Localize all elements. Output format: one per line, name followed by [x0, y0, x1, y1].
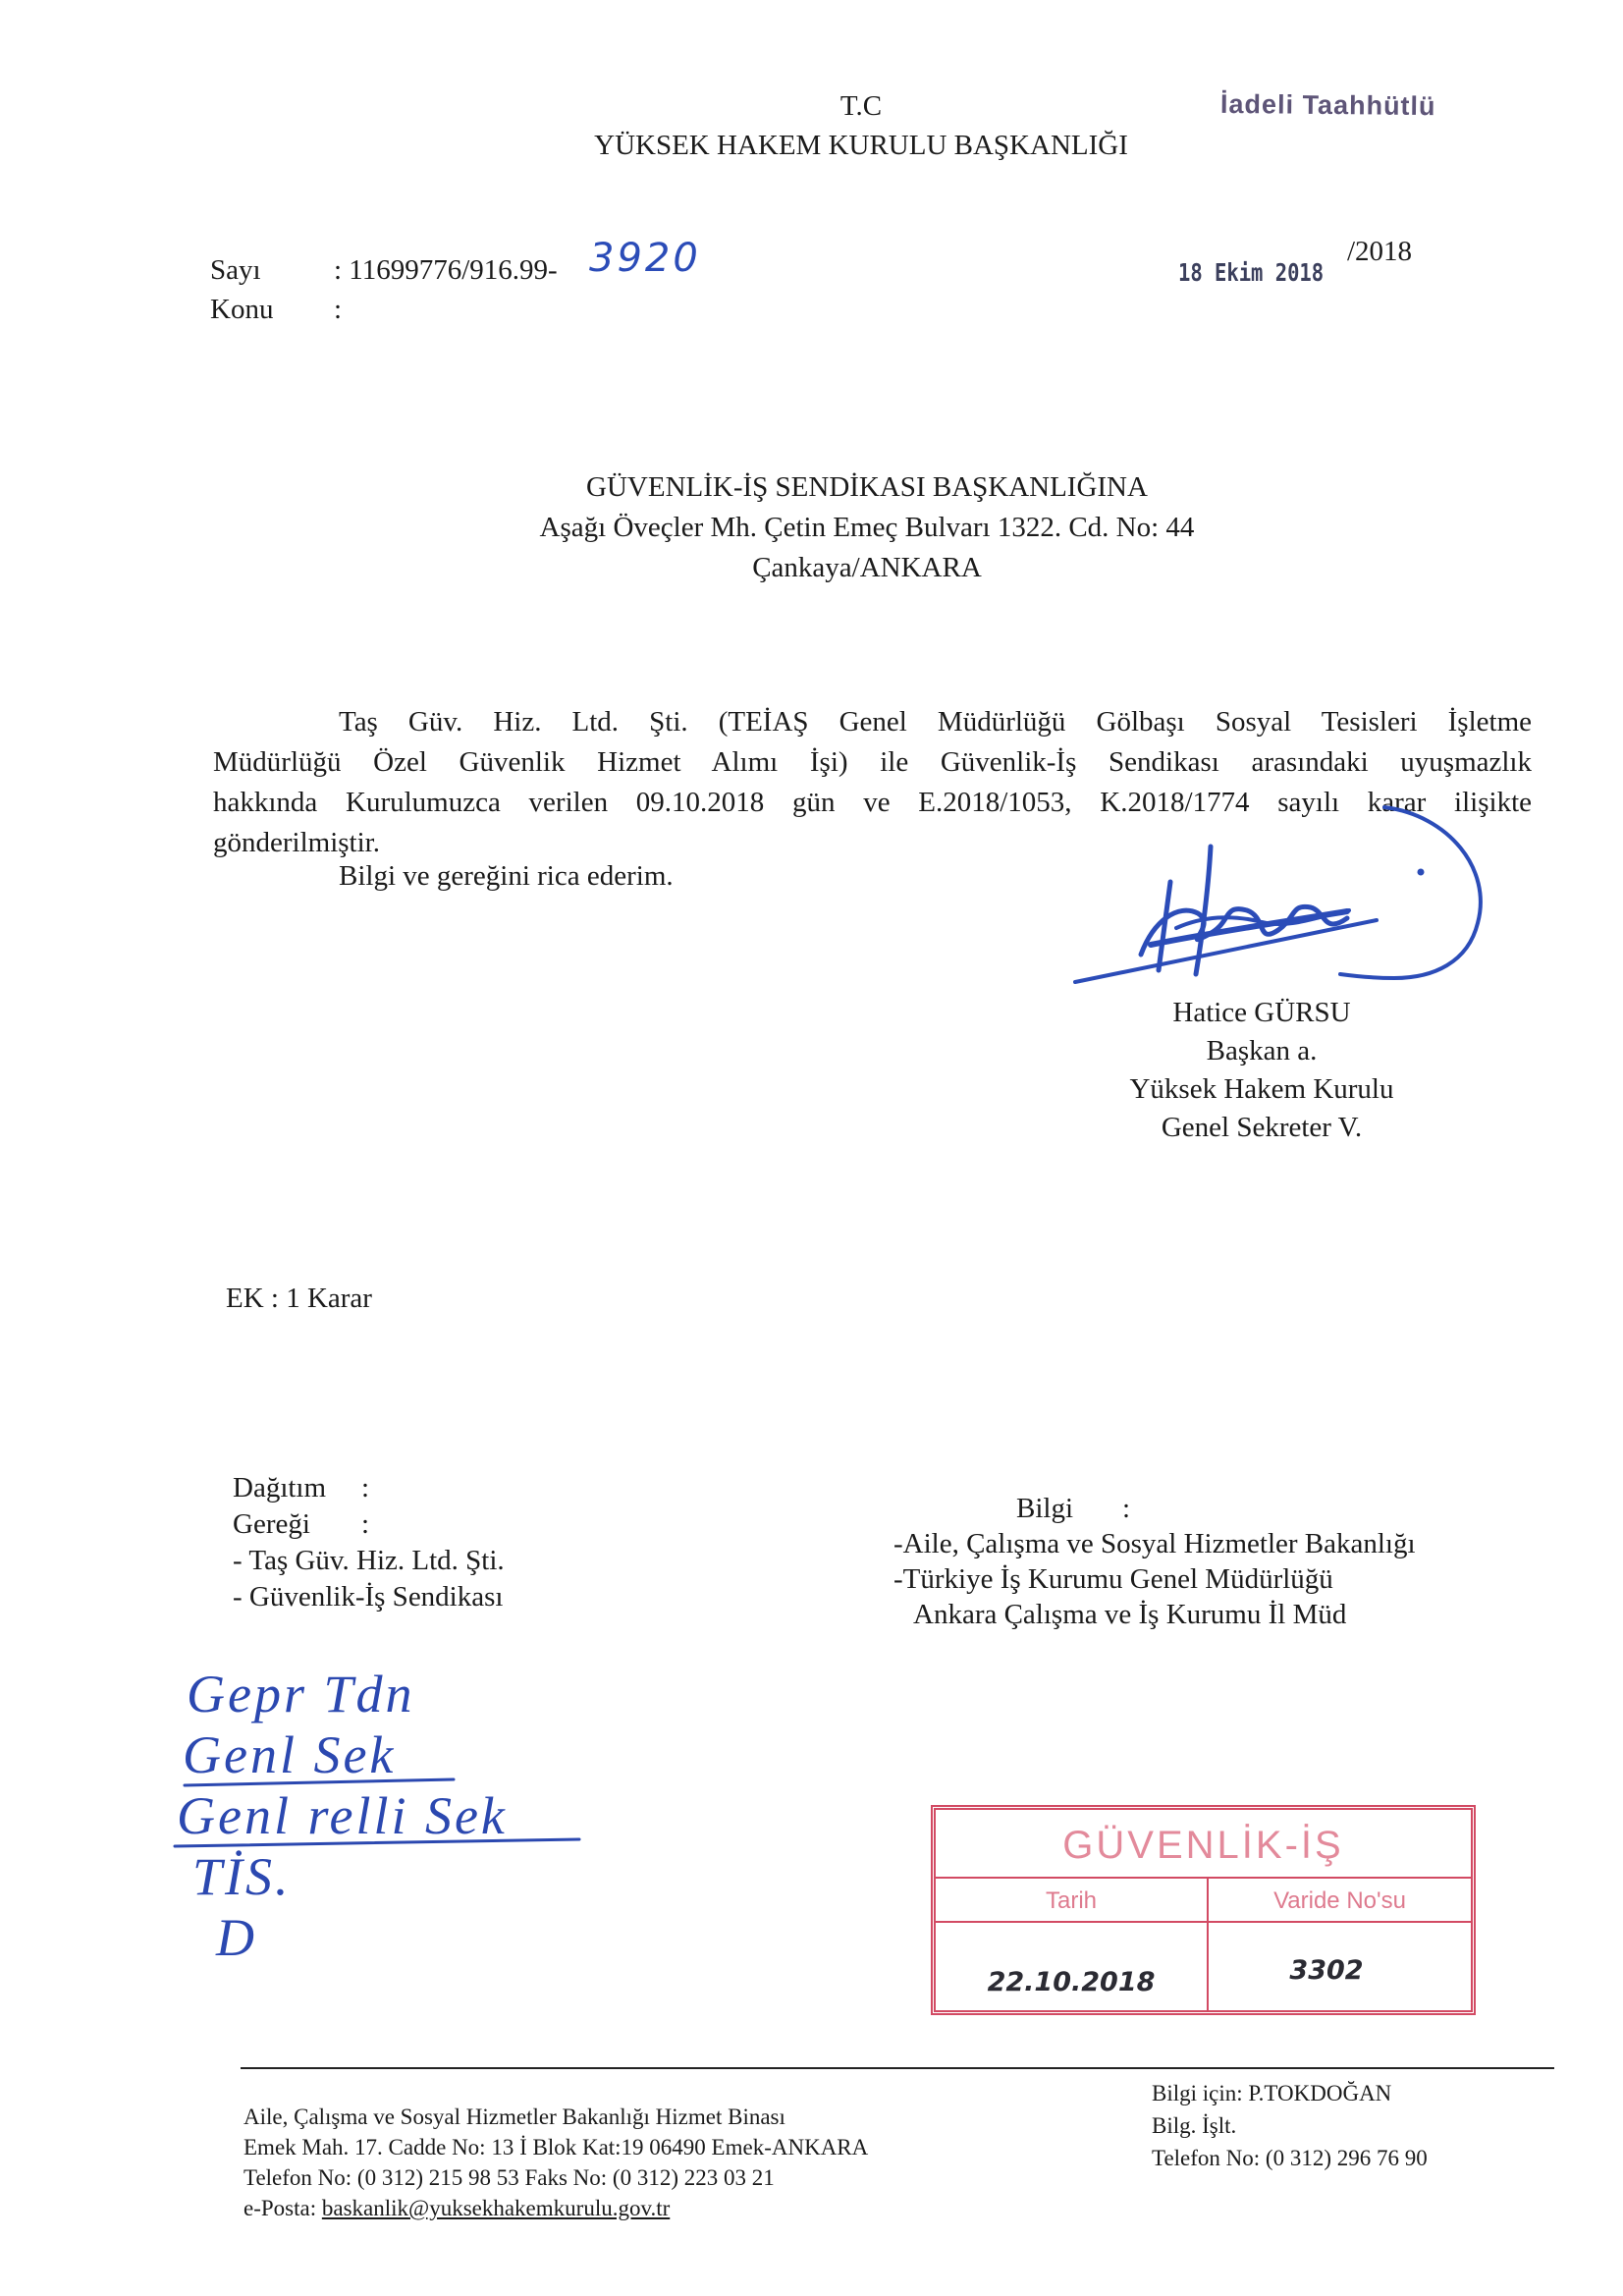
footer-address	[243, 2102, 868, 2223]
footer-divider	[241, 2067, 1554, 2069]
handwritten-note-line: D	[216, 1908, 257, 1967]
signatory-block	[1065, 994, 1458, 1147]
date-stamp: 18 Ekim 2018	[1178, 258, 1325, 287]
handwritten-underlines	[167, 1660, 599, 1994]
signature-strokes	[1075, 807, 1481, 982]
stamp-divider	[936, 1877, 1471, 1879]
underline-strokes	[175, 1779, 579, 1846]
handwritten-underline	[175, 1839, 579, 1846]
stamp-number-label: Varide No'su	[1273, 1887, 1406, 1914]
info-header	[893, 1491, 1416, 1526]
action-recipient: - Taş Güv. Hiz. Ltd. Şti.	[233, 1545, 505, 1576]
body-line: hakkında Kurulumuzca verilen 09.10.2018 gün ve E.2018/1053, K.2018/1774 sayılı karar ilişikte	[213, 787, 1532, 818]
info-distribution-block	[893, 1491, 1416, 1632]
contact-line: Bilgi için: P.TOKDOĞAN	[1152, 2081, 1392, 2105]
body-line: gönderilmiştir.	[213, 827, 380, 858]
handwritten-note-line: Gepr Tdn	[187, 1665, 415, 1723]
addressee-city: Çankaya/ANKARA	[752, 552, 982, 583]
received-stamp	[931, 1805, 1476, 2015]
reference-number-label: Sayı	[210, 254, 261, 286]
subject-value: :	[334, 294, 343, 325]
body-line: Taş Güv. Hiz. Ltd. Şti. (TEİAŞ Genel Müdürlüğü Gölbaşı Sosyal Tesisleri İşletme	[339, 706, 1532, 738]
handwritten-note-line: Genl Sek	[183, 1725, 397, 1784]
date-typed-year: /2018	[1347, 236, 1413, 267]
addressee-address: Aşağı Öveçler Mh. Çetin Emeç Bulvarı 1322. Cd. No: 44	[539, 512, 1195, 543]
email-link[interactable]: baskanlik@yuksekhakemkurulu.gov.tr	[321, 2196, 671, 2220]
info-label: Bilgi	[1016, 1493, 1074, 1524]
institution-name: YÜKSEK HAKEM KURULU BAŞKANLIĞI	[594, 130, 1128, 161]
handwritten-note-line: TİS.	[192, 1847, 292, 1906]
action-header	[233, 1506, 505, 1543]
footer-address-line: Telefon No: (0 312) 215 98 53 Faks No: (0 312) 223 03 21	[243, 2165, 775, 2190]
signature-dot	[1418, 869, 1425, 876]
footer-email-row	[243, 2193, 868, 2223]
stamp-divider	[936, 1921, 1471, 1923]
stamp-date-value: 22.10.2018	[987, 1967, 1156, 1997]
state-abbreviation: T.C	[839, 90, 883, 122]
reference-number-value: : 11699776/916.99-	[334, 254, 558, 286]
info-recipient: -Türkiye İş Kurumu Genel Müdürlüğü	[893, 1563, 1333, 1595]
closing-sentence: Bilgi ve gereğini rica ederim.	[339, 860, 674, 892]
contact-line: Telefon No: (0 312) 296 76 90	[1152, 2146, 1428, 2170]
letterhead	[491, 86, 1231, 165]
subject-label: Konu	[210, 294, 274, 325]
body-line: Müdürlüğü Özel Güvenlik Hizmet Alımı İşi) ile Güvenlik-İş Sendikası arasındaki uyuşmazlık	[213, 746, 1532, 778]
action-recipient: - Güvenlik-İş Sendikası	[233, 1581, 504, 1613]
signature-stroke	[1340, 807, 1481, 978]
reference-number-handwritten: 3920	[589, 236, 701, 281]
info-separator: :	[1122, 1493, 1131, 1524]
attachment-note: EK : 1 Karar	[226, 1283, 372, 1314]
footer-address-line: Emek Mah. 17. Cadde No: 13 İ Blok Kat:19 06490 Emek-ANKARA	[243, 2135, 869, 2159]
handwritten-note-line: Genl relli Sek	[177, 1786, 508, 1845]
signatory-title: Yüksek Hakem Kurulu	[1129, 1073, 1394, 1105]
footer-address-line: Aile, Çalışma ve Sosyal Hizmetler Bakanlığı Hizmet Binası	[243, 2105, 785, 2129]
stamp-date-label: Tarih	[1045, 1887, 1098, 1914]
handwritten-underline	[185, 1779, 454, 1785]
signatory-name: Hatice GÜRSU	[1172, 997, 1351, 1028]
distribution-header	[233, 1470, 505, 1506]
action-label: Gereği	[233, 1508, 310, 1540]
stamp-number-value: 3302	[1289, 1955, 1364, 1986]
registered-mail-stamp: İadeli Taahhütlü	[1219, 88, 1436, 122]
footer-contact	[1152, 2077, 1428, 2174]
contact-line: Bilg. İşlt.	[1152, 2113, 1237, 2138]
handwritten-signature	[1060, 786, 1502, 1002]
signatory-title: Başkan a.	[1206, 1035, 1318, 1066]
email-label: e-Posta:	[243, 2196, 317, 2220]
info-recipient: Ankara Çalışma ve İş Kurumu İl Müd	[913, 1599, 1347, 1630]
stamp-organization: GÜVENLİK-İŞ	[1062, 1824, 1344, 1867]
info-recipient: -Aile, Çalışma ve Sosyal Hizmetler Bakanlığı	[893, 1528, 1416, 1559]
distribution-block	[233, 1470, 505, 1615]
distribution-label: Dağıtım	[233, 1472, 327, 1503]
addressee-name: GÜVENLİK-İŞ SENDİKASI BAŞKANLIĞINA	[586, 471, 1148, 503]
action-separator: :	[361, 1508, 370, 1540]
signatory-title: Genel Sekreter V.	[1161, 1112, 1363, 1143]
distribution-separator: :	[361, 1472, 370, 1503]
addressee-block	[471, 467, 1263, 588]
